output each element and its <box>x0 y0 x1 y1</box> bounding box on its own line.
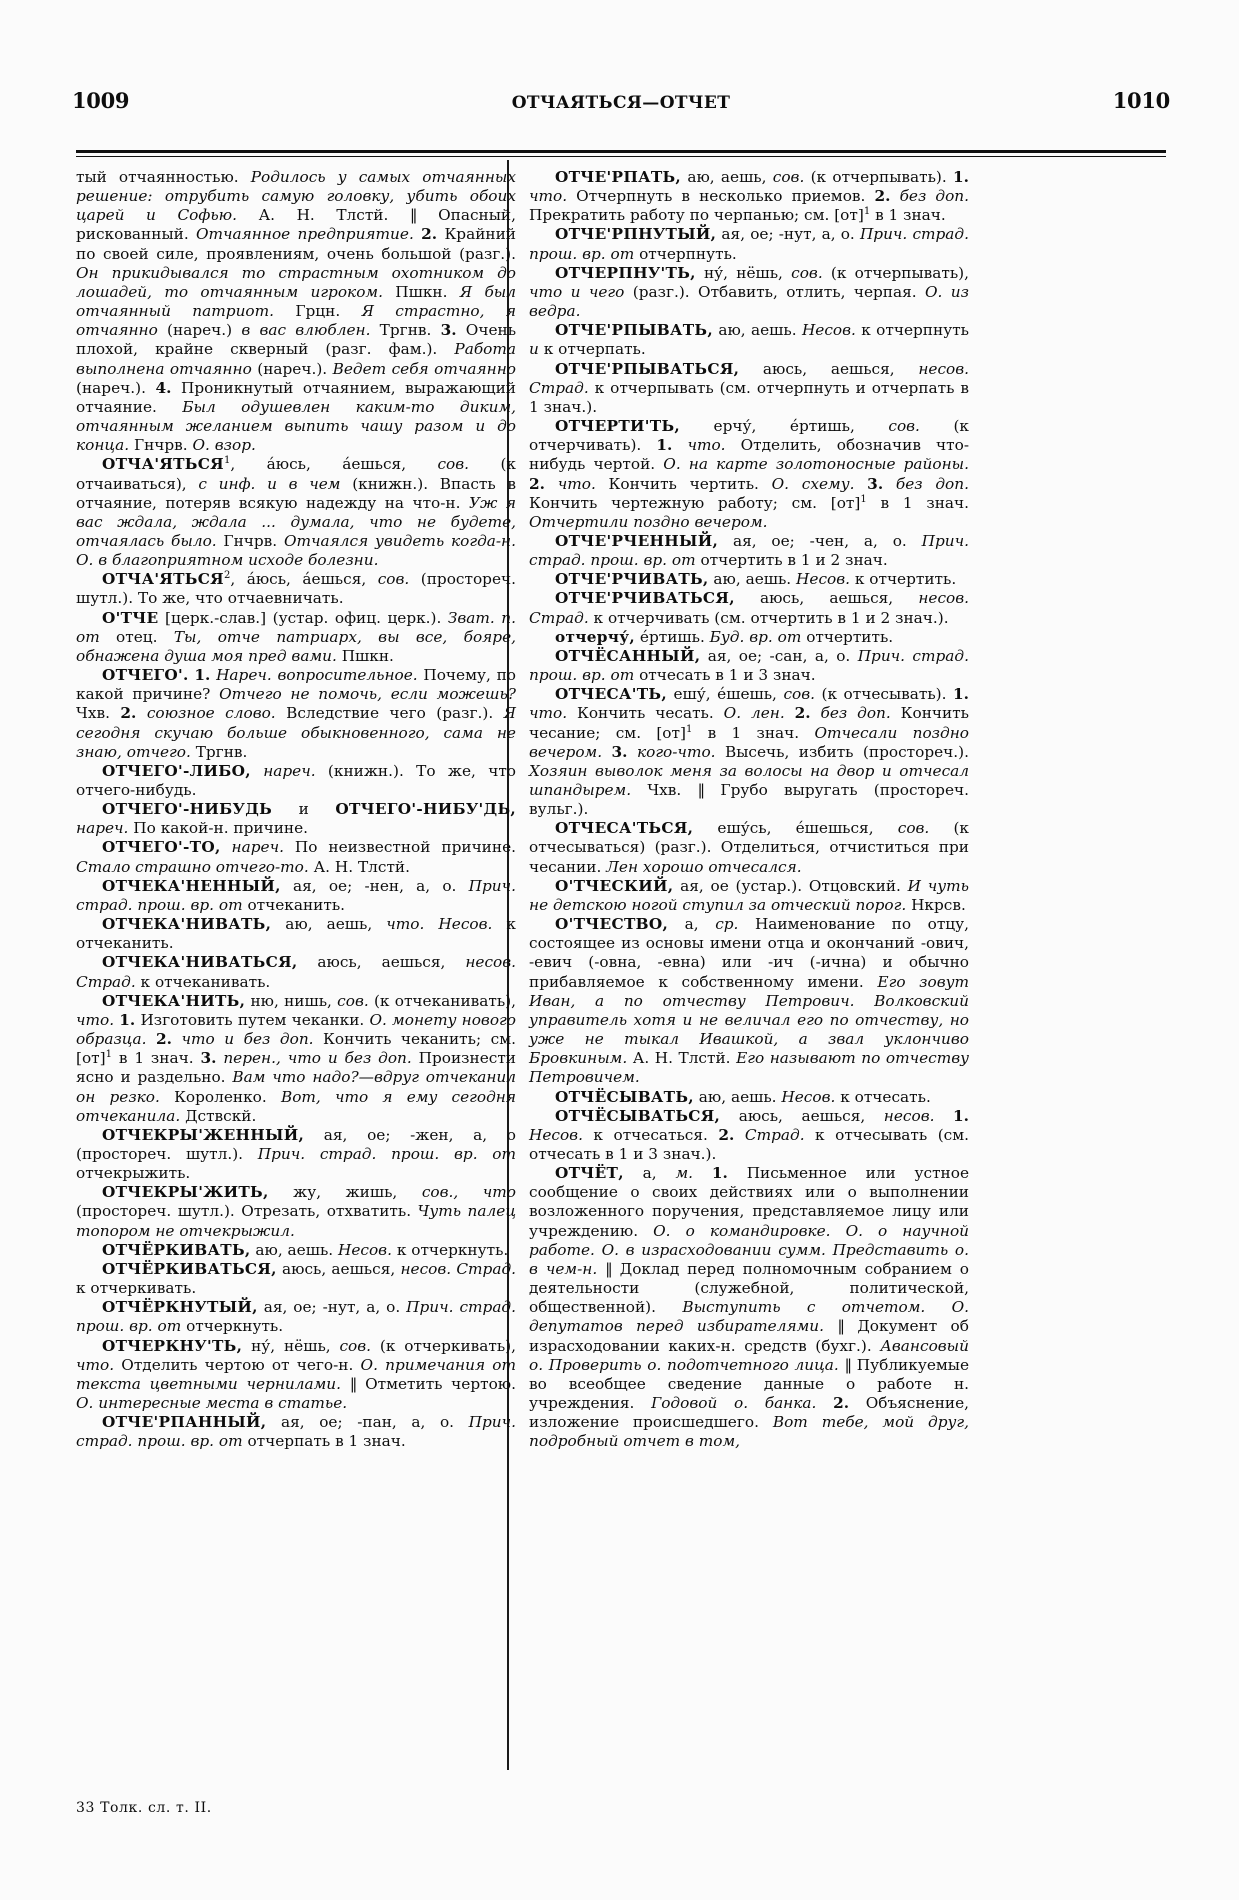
dictionary-entry-otcherpanny: ОТЧЕ'РПАННЫЙ, ая, ое; -пан, а, о. Прич. страд. прош. вр. от отчерпать в 1 знач. <box>76 1413 516 1451</box>
dictionary-entry-otchekanit: ОТЧЕКА'НИТЬ, ню, нишь, сов. (к отчеканивать), что. 1. Изготовить путем чеканки. О. монету нового образца. 2. что и без доп. Кончить чеканить; см. [от]$^1$ в 1 знач. 3. перен., что и без доп. Произнести ясно и раздельно. Вам что надо?—вдруг отчеканил он резко. Короленко. Вот, что я ему сегодня отчеканила. Дствскй. <box>76 991 517 1125</box>
dictionary-entry-otcherchu: отчерчу́, éртишь. Буд. вр. от отчертить. <box>555 627 894 646</box>
header-rule <box>76 150 1166 157</box>
dictionary-entry-otchego: ОТЧЕГО'. 1. Нареч. вопросительное. Почему, по какой причине? Отчего не помочь, если можешь? Чхв. 2. союзное слово. Вследствие чего (разг.). Я сегодня скучаю больше обыкновенного, сама не знаю, отчего. Тргнв. <box>76 666 517 761</box>
dictionary-entry-otcherkivatsya: ОТЧЁРКИВАТЬСЯ, аюсь, аешься, несов. Страд. к отчеркивать. <box>76 1259 516 1298</box>
dictionary-entry-otchekanivat: ОТЧЕКА'НИВАТЬ, аю, аешь, что. Несов. к отчеканить. <box>76 915 516 953</box>
dictionary-entry-otchekanivatsya: ОТЧЕКА'НИВАТЬСЯ, аюсь, аешься, несов. Страд. к отчеканивать. <box>76 953 516 991</box>
dictionary-entry-otcherpat: ОТЧЕ'РПАТЬ, аю, аешь, сов. (к отчерпывать). 1. что. Отчерпнуть в несколько приемов. 2. без доп. Прекратить работу по черпанью; см. [от]$^1$ в 1 знач. <box>529 168 969 225</box>
dictionary-entry-otchayatsya-2: ОТЧА'ЯТЬСЯ$^2$, áюсь, áешься, сов. (простореч. шутл.). То же, что отчаевничать. <box>76 570 516 608</box>
dictionary-entry-otcherknuty: ОТЧЁРКНУТЫЙ, ая, ое; -нут, а, о. Прич. страд. прош. вр. от отчеркнуть. <box>76 1298 516 1336</box>
dictionary-entry-otcherpnuty: ОТЧЕ'РПНУТЫЙ, ая, ое; -нут, а, о. Прич. страд. прош. вр. от отчерпнуть. <box>529 225 969 263</box>
dictionary-entry-otchestvo: О'ТЧЕСТВО, а, ср. Наименование по отцу, состоящее из основы имени отца и окончаний -ович, -евич (-овна, -евна) или -ич (-ична) и обычно прибавляемое к собственному имени. Его зовут Иван, а по отчеству Петрович. Волковский управитель хотя и не величал его по отчеству, но уже не тыкал Ивашкой, а звал уклончиво Бровкиным. А. Н. Тлстй. Его называют по отчеству Петровичем. <box>529 915 970 1087</box>
running-title: ОТЧАЯТЬСЯ—ОТЧЕТ <box>511 93 731 113</box>
dictionary-entry-otche: О'ТЧЕ [церк.-слав.] (устар. офиц. церк.). Зват. п. от отец. Ты, отче патриарх, вы все, бояре, обнажена душа моя пред вами. Пшкн. <box>76 608 517 665</box>
dictionary-entry-otcherkivat: ОТЧЁРКИВАТЬ, аю, аешь. Несов. к отчеркнуть. <box>102 1240 509 1259</box>
dictionary-entry-otcherchivat: ОТЧЕ'РЧИВАТЬ, аю, аешь. Несов. к отчертить. <box>555 570 957 589</box>
folio-right: 1010 <box>1112 88 1170 113</box>
running-head <box>72 88 1170 113</box>
dictionary-entry-otchesyvat: ОТЧЁСЫВАТЬ, аю, аешь. Несов. к отчесать. <box>555 1087 931 1106</box>
dictionary-entry-otchego-libo: ОТЧЕГО'-ЛИБО, нареч. (книжн.). То же, что отчего-нибудь. <box>76 761 516 799</box>
dictionary-entry-otchego-to: ОТЧЕГО'-ТО, нареч. По неизвестной причине. Стало страшно отчего-то. А. Н. Тлстй. <box>76 838 516 876</box>
left-column <box>76 168 516 1451</box>
dictionary-entry-otchet: ОТЧЁТ, а, м. 1. Письменное или устное сообщение о своих действиях или о выполнении возложенного поручения, представляемое лицу или учреждению. О. о командировке. О. о научной работе. О. в израсходовании сумм. Представить о. в чем-н. ‖ Доклад перед полномочным собранием о деятельности (служебной, политической, общественной). Выступить с отчетом. О. депутатов перед избирателями. ‖ Документ об израсходовании каких-н. средств (бухг.). Авансовый о. Проверить о. подотчетного лица. ‖ Публикуемые во всеобщее сведение данные о работе н. учреждения. Годовой о. банка. 2. Объяснение, изложение происшедшего. Вот тебе, мой друг, подробный отчет в том, <box>529 1164 970 1451</box>
dictionary-entry-otchesyvatsya: ОТЧЁСЫВАТЬСЯ, аюсь, аешься, несов. 1. Несов. к отчесаться. 2. Страд. к отчесывать (см. отчесать в 1 и 3 знач.). <box>529 1106 970 1163</box>
folio-left: 1009 <box>72 88 130 113</box>
dictionary-entry-otchekanenny: ОТЧЕКА'НЕННЫЙ, ая, ое; -нен, а, о. Прич. страд. прош. вр. от отчеканить. <box>76 876 516 914</box>
dictionary-entry-otchayatsya-1: ОТЧА'ЯТЬСЯ$^1$, áюсь, áешься, сов. (к отчаиваться), с инф. и в чем (книжн.). Впасть в отчаяние, потеряв всякую надежду на что-н. Уж я вас ждала, ждала ... думала, что не будете, отчаялась было. Гнчрв. Отчаялся увидеть когда-н. О. в благоприятном исходе болезни. <box>76 455 516 570</box>
dictionary-entry-otchesky: О'ТЧЕСКИЙ, ая, ое (устар.). Отцовский. И чуть не детскою ногой ступил за отческий порог. Нкрсв. <box>529 876 969 914</box>
dictionary-entry-otchego-nibud: ОТЧЕГО'-НИБУДЬ и ОТЧЕГО'-НИБУ'ДЬ, нареч. По какой-н. причине. <box>76 800 516 838</box>
dictionary-entry-otchesatsya: ОТЧЕСА'ТЬСЯ, ешу́сь, éшешься, сов. (к отчесываться) (разг.). Отделиться, отчиститься при чесании. Лен хорошо отчесался. <box>529 819 969 876</box>
dictionary-entry-otchekryzhit: ОТЧЕКРЫ'ЖИТЬ, жу, жишь, сов., что (простореч. шутл.). Отрезать, отхватить. Чуть палец топором не отчекрыжил. <box>76 1183 517 1240</box>
dictionary-entry-otcherpnut: ОТЧЕРПНУ'ТЬ, ну́, нёшь, сов. (к отчерпывать), что и чего (разг.). Отбавить, отлить, черпая. О. из ведра. <box>529 263 970 321</box>
dictionary-entry-otchayanny-cont: тый отчаянностью. Родилось у самых отчаянных решение: отрубить самую головку, убить обоих царей и Софью. А. Н. Тлстй. ‖ Опасный, рискованный. Отчаянное предприятие. 2. Крайний по своей силе, проявлениям, очень большой (разг.). Он прикидывался то страстным охотником до лошадей, то отчаянным игроком. Пшкн. Я был отчаянный патриот. Грцн. Я страстно, я отчаянно (нареч.) в вас влюблен. Тргнв. 3. Очень плохой, крайне скверный (разг. фам.). Работа выполнена отчаянно (нареч.). Ведет себя отчаянно (нареч.). 4. Проникнутый отчаянием, выражающий отчаяние. Был одушевлен каким-то диким, отчаянным желанием выпить чашу разом и до конца. Гнчрв. О. взор. <box>76 168 517 455</box>
dictionary-entry-otchesat: ОТЧЕСА'ТЬ, ешу́, éшешь, сов. (к отчесывать). 1. что. Кончить чесать. О. лен. 2. без доп. Кончить чесание; см. [от]$^1$ в 1 знач. Отчесали поздно вечером. 3. кого-что. Высечь, избить (простореч.). Хозяин выволок меня за волосы на двор и отчесал шпандырем. Чхв. ‖ Грубо выругать (простореч. вульг.). <box>529 685 970 819</box>
signature-footer: 33 Толк. сл. т. II. <box>76 1800 212 1816</box>
dictionary-entry-otchesanny: ОТЧЁСАННЫЙ, ая, ое; -сан, а, о. Прич. страд. прош. вр. от отчесать в 1 и 3 знач. <box>529 646 969 685</box>
dictionary-entry-otcherchenny: ОТЧЕ'РЧЕННЫЙ, ая, ое; -чен, а, о. Прич. страд. прош. вр. от отчертить в 1 и 2 знач. <box>529 531 969 570</box>
dictionary-entry-otchertit: ОТЧЕРТИ'ТЬ, ерчу́, éртишь, сов. (к отчерчивать). 1. что. Отделить, обозначив что-нибудь чертой. О. на карте золотоносные районы. 2. что. Кончить чертить. О. схему. 3. без доп. Кончить чертежную работу; см. [от]$^1$ в 1 знач. Отчертили поздно вечером. <box>529 417 969 531</box>
dictionary-entry-otcherknut: ОТЧЕРКНУ'ТЬ, ну́, нёшь, сов. (к отчеркивать), что. Отделить чертою от чего-н. О. примечания от текста цветными чернилами. ‖ Отметить чертою. О. интересные места в статье. <box>76 1336 516 1412</box>
dictionary-entry-otcherpyvat: ОТЧЕ'РПЫВАТЬ, аю, аешь. Несов. к отчерпнуть и к отчерпать. <box>529 321 969 359</box>
dictionary-entry-otcherchivatsya: ОТЧЕ'РЧИВАТЬСЯ, аюсь, аешься, несов. Страд. к отчерчивать (см. отчертить в 1 и 2 знач.). <box>529 589 969 627</box>
right-column <box>529 168 969 1451</box>
dictionary-entry-otchekryzhenny: ОТЧЕКРЫ'ЖЕННЫЙ, ая, ое; -жен, а, о (простореч. шутл.). Прич. страд. прош. вр. от отчекрыжить. <box>76 1125 516 1183</box>
dictionary-entry-otcherpyvatsya: ОТЧЕ'РПЫВАТЬСЯ, аюсь, аешься, несов. Страд. к отчерпывать (см. отчерпнуть и отчерпать в 1 знач.). <box>529 359 969 416</box>
